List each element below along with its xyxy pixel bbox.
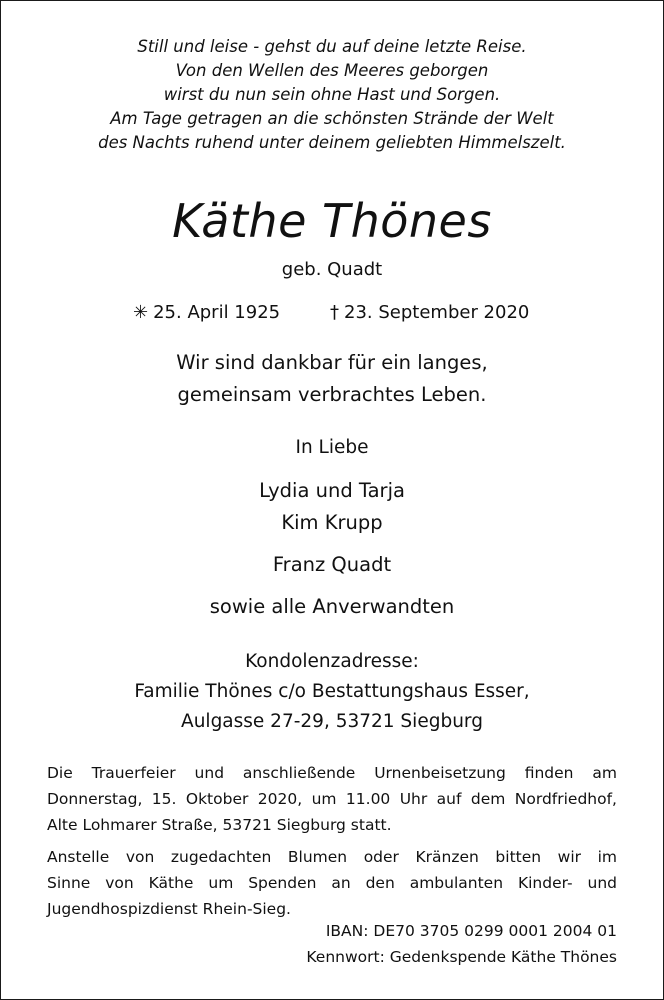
birth-name: geb. Quadt	[281, 259, 383, 280]
mourners-group-1	[1, 475, 663, 539]
mourner-name: Franz Quadt	[272, 553, 392, 576]
condolence-line: Aulgasse 27-29, 53721 Siegburg	[181, 711, 483, 732]
donation-request	[47, 844, 617, 922]
birth-date: 25. April 1925	[153, 302, 281, 323]
condolence-address	[1, 647, 663, 737]
gratitude-line: gemeinsam verbrachtes Leben.	[177, 383, 487, 406]
death-date-group	[330, 299, 529, 327]
death-date: 23. September 2020	[344, 302, 530, 323]
donation-line: Sinne von Käthe um Spenden an den ambulanten Kinder- und	[47, 874, 617, 892]
life-dates	[1, 299, 663, 327]
iban-line: IBAN: DE70 3705 0299 0001 2004 01	[325, 922, 617, 940]
birth-date-group	[133, 299, 280, 327]
donation-line: Anstelle von zugedachten Blumen oder Kränzen bitten wir im	[47, 848, 617, 866]
mourner-name: Kim Krupp	[281, 511, 383, 534]
in-love-label: In Liebe	[295, 437, 369, 458]
condolence-line: Familie Thönes c/o Bestattungshaus Esser,	[134, 681, 530, 702]
poem-line: Am Tage getragen an die schönsten Strände der Welt	[110, 109, 554, 128]
gratitude-text	[1, 347, 663, 411]
donation-keyword: Kennwort: Gedenkspende Käthe Thönes	[306, 948, 617, 966]
funeral-info	[47, 760, 617, 838]
memorial-poem	[1, 35, 663, 155]
poem-line: Still und leise - gehst du auf deine letzte Reise.	[137, 37, 527, 56]
donation-line: Jugendhospizdienst Rhein-Sieg.	[47, 900, 291, 918]
death-cross-icon: †	[330, 302, 339, 323]
poem-line: wirst du nun sein ohne Hast und Sorgen.	[163, 85, 501, 104]
funeral-line: Die Trauerfeier und anschließende Urnenbeisetzung finden am	[47, 764, 617, 782]
poem-line: Von den Wellen des Meeres geborgen	[175, 61, 489, 80]
mourner-name: Lydia und Tarja	[259, 479, 405, 502]
relatives-line: sowie alle Anverwandten	[209, 595, 455, 618]
birth-star-icon: ✳	[133, 302, 149, 323]
funeral-line: Donnerstag, 15. Oktober 2020, um 11.00 Uhr auf dem Nordfriedhof,	[47, 790, 617, 808]
gratitude-line: Wir sind dankbar für ein langes,	[176, 351, 488, 374]
condolence-heading: Kondolenzadresse:	[245, 651, 419, 672]
deceased-name: Käthe Thönes	[172, 194, 492, 248]
funeral-line: Alte Lohmarer Straße, 53721 Siegburg statt.	[47, 816, 392, 834]
poem-line: des Nachts ruhend unter deinem geliebten Himmelszelt.	[98, 133, 566, 152]
